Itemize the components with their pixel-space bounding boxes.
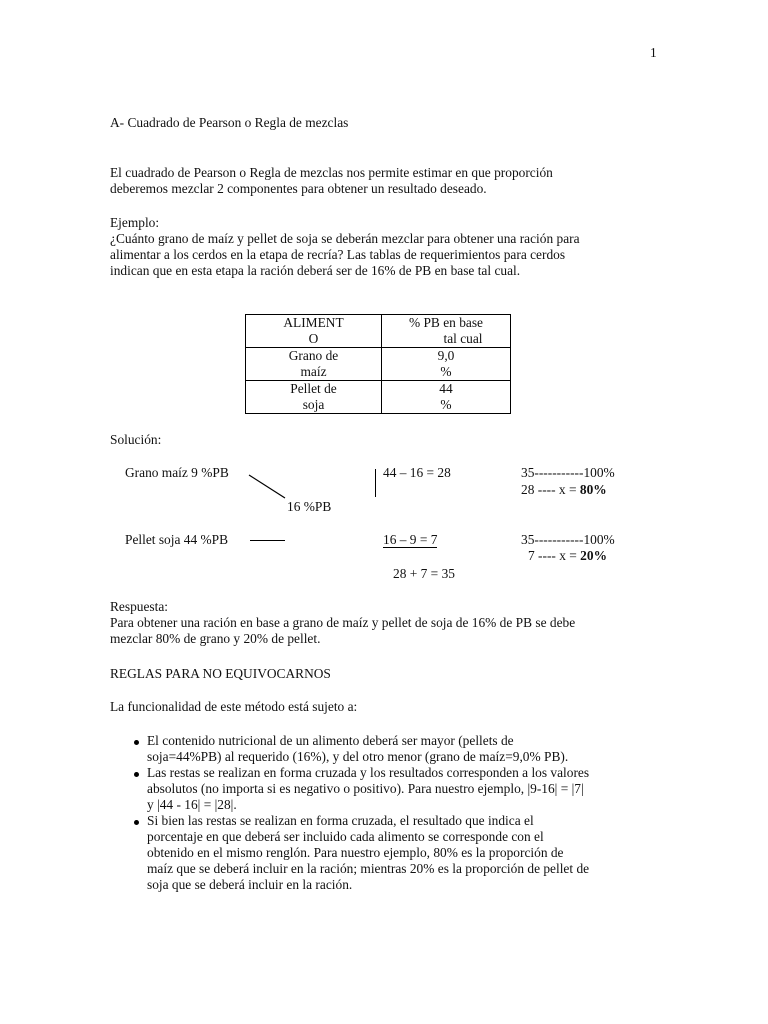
cell-line: O bbox=[308, 331, 319, 346]
diagonal-connector bbox=[248, 474, 288, 500]
intro-paragraph bbox=[110, 165, 670, 197]
table-cell bbox=[382, 348, 511, 381]
rule-line: y |44 - 16| = |28|. bbox=[147, 797, 237, 812]
rule-line: El contenido nutricional de un alimento deberá ser mayor (pellets de bbox=[147, 733, 514, 748]
calc-corn-result: 80% bbox=[579, 482, 607, 497]
cell-line: Pellet de bbox=[290, 381, 337, 396]
intro-line: El cuadrado de Pearson o Regla de mezclas nos permite estimar en que proporción bbox=[110, 165, 553, 180]
calc-corn-prefix: 28 ---- x = bbox=[521, 482, 580, 497]
table-header-cell bbox=[246, 315, 382, 348]
example-line: alimentar a los cerdos en la etapa de recría? Las tablas de requerimientos para cerdos bbox=[110, 247, 566, 262]
calc-soy-prefix: 7 ---- x = bbox=[528, 548, 581, 563]
cell-line: % bbox=[440, 364, 452, 379]
list-item bbox=[110, 733, 680, 765]
rules-list bbox=[110, 733, 680, 893]
answer-label: Respuesta: bbox=[110, 599, 169, 614]
rule-line: Las restas se realizan en forma cruzada y los resultados corresponden a los valores bbox=[147, 765, 590, 780]
table-cell bbox=[382, 381, 511, 414]
example-label: Ejemplo: bbox=[110, 215, 160, 230]
example-paragraph bbox=[110, 215, 670, 279]
example-line: ¿Cuánto grano de maíz y pellet de soja se deberán mezclar para obtener una ración para bbox=[110, 231, 580, 246]
cell-line: 44 bbox=[439, 381, 453, 396]
section-title: A- Cuadrado de Pearson o Regla de mezclas bbox=[110, 115, 349, 130]
answer-line: Para obtener una ración en base a grano de maíz y pellet de soja de 16% de PB se debe bbox=[110, 615, 576, 630]
cell-line: maíz bbox=[300, 364, 327, 379]
calc-corn-line-1: 35-----------100% bbox=[521, 465, 615, 480]
calc-soy-line-1: 35-----------100% bbox=[521, 532, 615, 547]
rule-line: soja=44%PB) al requerido (16%), y del otro menor (grano de maíz=9,0% PB). bbox=[147, 749, 569, 764]
cell-line: 9,0 bbox=[437, 348, 455, 363]
calc-soy-result: 20% bbox=[580, 548, 607, 563]
cell-line: tal cual bbox=[443, 331, 483, 346]
example-line: indican que en esta etapa la ración deberá ser de 16% de PB en base tal cual. bbox=[110, 263, 521, 278]
cell-line: % PB en base bbox=[408, 315, 483, 330]
calc-corn-line-2 bbox=[521, 482, 607, 498]
rule-line: soja que se deberá incluir en la ración. bbox=[147, 877, 353, 892]
vertical-divider bbox=[375, 469, 376, 497]
rule-line: Si bien las restas se realizan en forma cruzada, el resultado que indica el bbox=[147, 813, 534, 828]
corn-label: Grano maíz 9 %PB bbox=[125, 465, 229, 480]
rule-line: absolutos (no importa si es negativo o positivo). Para nuestro ejemplo, |9-16| = |7| bbox=[147, 781, 584, 796]
table-cell bbox=[246, 381, 382, 414]
bullet-icon bbox=[134, 740, 139, 745]
table-header-cell bbox=[382, 315, 511, 348]
calc-soy-line-2 bbox=[528, 548, 607, 564]
table-cell bbox=[246, 348, 382, 381]
bullet-icon bbox=[134, 820, 139, 825]
answer-line: mezclar 80% de grano y 20% de pellet. bbox=[110, 631, 321, 646]
target-label: 16 %PB bbox=[287, 499, 332, 514]
sum-total: 28 + 7 = 35 bbox=[393, 566, 455, 581]
rule-line: porcentaje en que deberá ser incluido cada alimento se corresponde con el bbox=[147, 829, 544, 844]
cell-line: Grano de bbox=[288, 348, 339, 363]
table-header-row bbox=[246, 315, 511, 348]
soy-connector bbox=[250, 540, 285, 541]
soy-label: Pellet soja 44 %PB bbox=[125, 532, 229, 547]
rule-line: obtenido en el mismo renglón. Para nuestro ejemplo, 80% es la proporción de bbox=[147, 845, 564, 860]
bullet-icon bbox=[134, 772, 139, 777]
list-item bbox=[110, 813, 680, 893]
answer-paragraph bbox=[110, 599, 670, 647]
cell-line: % bbox=[440, 397, 452, 412]
rules-title: REGLAS PARA NO EQUIVOCARNOS bbox=[110, 666, 331, 681]
page-number: 1 bbox=[650, 45, 657, 60]
cell-line: ALIMENT bbox=[283, 315, 344, 330]
solution-label: Solución: bbox=[110, 432, 162, 447]
rule-line: maíz que se deberá incluir en la ración; mientras 20% es la proporción de pellet de bbox=[147, 861, 590, 876]
diff-soy: 16 – 9 = 7 bbox=[383, 532, 438, 547]
table-row bbox=[246, 348, 511, 381]
table-row bbox=[246, 381, 511, 414]
diff-corn: 44 – 16 = 28 bbox=[383, 465, 451, 480]
list-item bbox=[110, 765, 680, 813]
rules-intro: La funcionalidad de este método está sujeto a: bbox=[110, 699, 358, 714]
intro-line: deberemos mezclar 2 componentes para obtener un resultado deseado. bbox=[110, 181, 487, 196]
cell-line: soja bbox=[302, 397, 325, 412]
feed-table bbox=[245, 314, 511, 414]
